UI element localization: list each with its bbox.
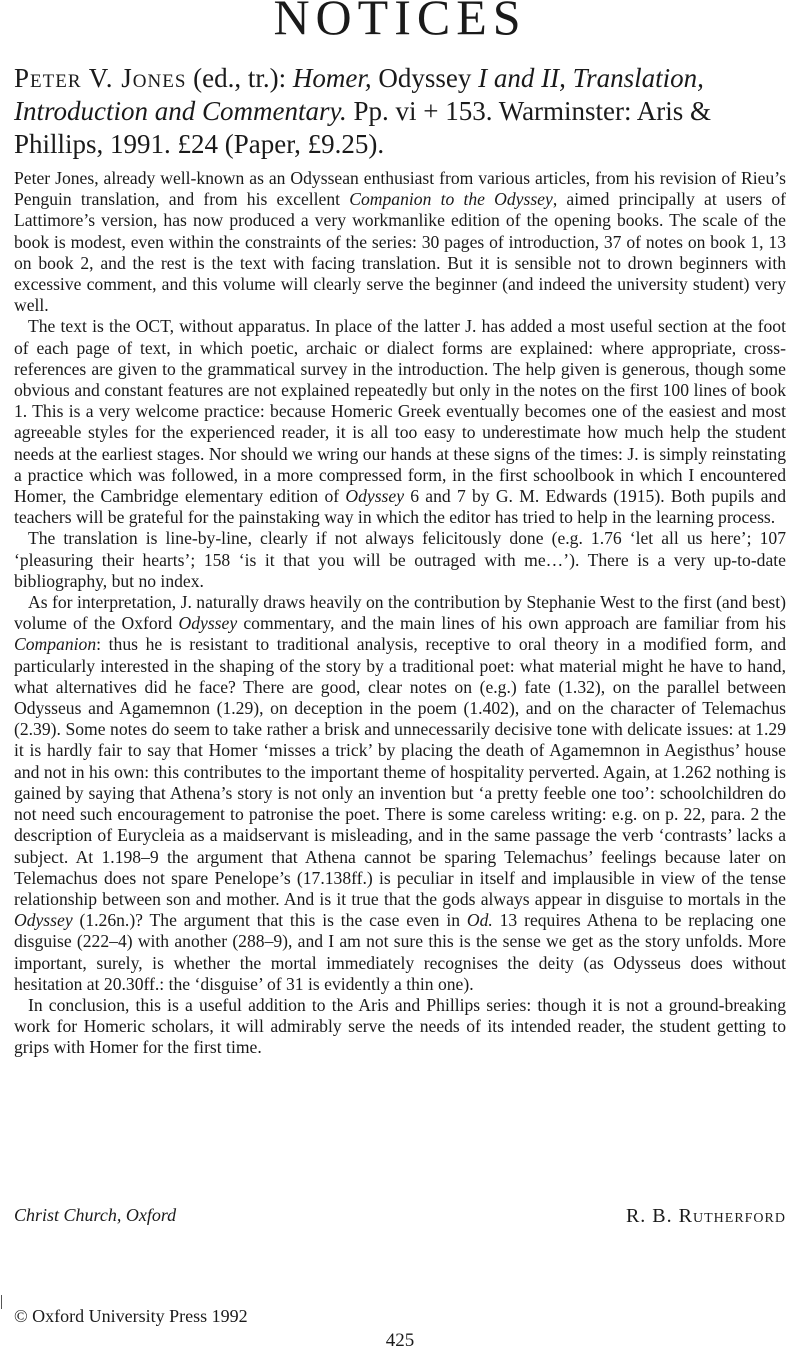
paragraph-1-italic: Companion to the Odyssey bbox=[349, 189, 553, 210]
paragraph-5: In conclusion, this is a useful addition to the Aris and Phillips series: though it is not a ground-breaking work for Homeric scholars, it will admirably serve the needs of its intended reader, the student getting to grips with Homer for the first time. bbox=[14, 994, 786, 1058]
reviewed-author: Peter V. Jones bbox=[14, 63, 187, 93]
paragraph-4-text-c: commentary, and the main lines of his own approach are familiar from his bbox=[237, 613, 786, 634]
page-number: 425 bbox=[385, 1330, 415, 1351]
paragraph-4-italic-d: Companion bbox=[14, 634, 97, 655]
paragraph-4-text-a: As for interpretation, J. naturally draws heavily on the contribution by Stephanie West to the first (and best) volume of the Oxford bbox=[14, 592, 786, 634]
paragraph-4-text-i: 13 requires Athena to be replacing one disguise (222–4) with another (288–9), and I am not sure this is the sense we get as the story unfolds. More important, surely, is whether the mortal immediately recognises the deity (as Odysseus does without hesitation at 20.30ff.: the ‘disguise’ of 31 is evidently a thin one). bbox=[14, 910, 786, 994]
copyright-notice: © Oxford University Press 1992 bbox=[14, 1306, 248, 1326]
paragraph-3: The translation is line-by-line, clearly if not always felicitously done (e.g. 1.76 ‘let all us here’; 107 ‘pleasuring their hearts’; 158 ‘is it that you will be outraged with me…’). There is a very up-to-date bibliography, but no index. bbox=[14, 528, 786, 591]
paragraph-2-italic: Odyssey bbox=[345, 486, 405, 507]
paragraph-1-text-a: Peter Jones, already well-known as an Odyssean enthusiast from various articles, from his revision of Rieu’s Penguin translation, and from his excellent bbox=[14, 168, 786, 210]
paragraph-4-italic-b: Odyssey bbox=[178, 613, 238, 634]
review-heading bbox=[14, 62, 786, 161]
reviewed-roles: (ed., tr.): bbox=[193, 63, 287, 93]
review-body bbox=[14, 168, 786, 1059]
paragraph-4-italic-h: Od. bbox=[466, 910, 493, 931]
reviewed-work-subtitle: I and II, Translation, Introduction and Commentary. bbox=[14, 63, 704, 126]
reviewed-work-author: Homer, bbox=[292, 63, 372, 93]
paragraph-1 bbox=[14, 168, 786, 316]
paragraph-2-text-a: The text is the OCT, without apparatus. In place of the latter J. has added a most useful section at the foot of each page of text, in which poetic, archaic or dialect forms are explained: where appropriate, cross-references are given to the grammatical survey in the introduction. The help given is generous, though some obvious and constant features are not explained repeatedly but only in the notes on the first 100 lines of book 1. This is a very welcome practice: because Homeric Greek eventually becomes one of the easiest and most agreeable styles for the experienced reader, it is all too easy to underestimate how much help the student needs at the earliest stages. Nor should we wring our hands at these signs of the times: J. is simply reinstating a practice which was followed, in a more compressed form, in the first schoolbook in which I encountered Homer, the Cambridge elementary edition of bbox=[14, 316, 786, 507]
paragraph-4-italic-f: Odyssey bbox=[14, 910, 73, 931]
page-title: NOTICES bbox=[273, 0, 527, 45]
signature-place: Christ Church, Oxford bbox=[14, 1205, 177, 1225]
signature bbox=[14, 1205, 786, 1228]
margin-mark bbox=[1, 1295, 2, 1309]
paragraph-4-text-e: : thus he is resistant to traditional analysis, receptive to oral theory in a modified form, and particularly interested in the shaping of the story by a traditional poet: what material might he have to hand, what alternatives did he face? There are good, clear notes on (e.g.) fate (1.32), on the parallel between Odysseus and Agamemnon (1.29), on deception in the poem (1.402), and on the character of Telemachus (2.39). Some notes do seem to take rather a brisk and unnecessarily decisive tone with delicate issues: at 1.29 it is hardly fair to say that Homer ‘misses a trick’ by placing the death of Agamemnon in Aegisthus’ house and not in his own: this contributes to the important theme of hospitality perverted. Again, at 1.262 nothing is gained by saying that Athena’s story is not only an invention but ‘a pretty feeble one too’: schoolchildren do not need such encouragement to patronise the poet. There is some careless writing: e.g. on p. 22, para. 2 the description of Eurycleia as a maidservant is misleading, and in the same passage the verb ‘contrasts’ lacks a subject. At 1.198–9 the argument that Athena cannot be sparing Telemachus’ feelings because later on Telemachus does not spare Penelope’s (17.138ff.) is peculiar in itself and implausible in view of the tense relationship between son and mother. And is it true that the gods always appear in disguise to mortals in the bbox=[14, 634, 786, 909]
paragraph-4 bbox=[14, 592, 786, 995]
publication-details: Pp. vi + 153. Warminster: Aris & Phillips, 1991. £24 (Paper, £9.25). bbox=[14, 96, 712, 159]
reviewed-work-title: Odyssey bbox=[378, 63, 472, 93]
paragraph-4-text-g: (1.26n.)? The argument that this is the case even in bbox=[72, 910, 467, 931]
paragraph-2-text-c: 6 and 7 by G. M. Edwards (1915). Both pupils and teachers will be grateful for the painstaking way in which the editor has tried to help in the learning process. bbox=[14, 486, 786, 528]
paragraph-2 bbox=[14, 316, 786, 528]
signature-author: R. B. Rutherford bbox=[625, 1205, 786, 1227]
paragraph-1-text-c: , aimed principally at users of Lattimore’s version, has now produced a very workmanlike edition of the opening books. The scale of the book is modest, even within the constraints of the series: 30 pages of introduction, 37 of notes on book 1, 13 on book 2, and the rest is the text with facing translation. But it is sensible not to drown beginners with excessive comment, and this volume will clearly serve the beginner (and indeed the university student) very well. bbox=[14, 189, 786, 316]
